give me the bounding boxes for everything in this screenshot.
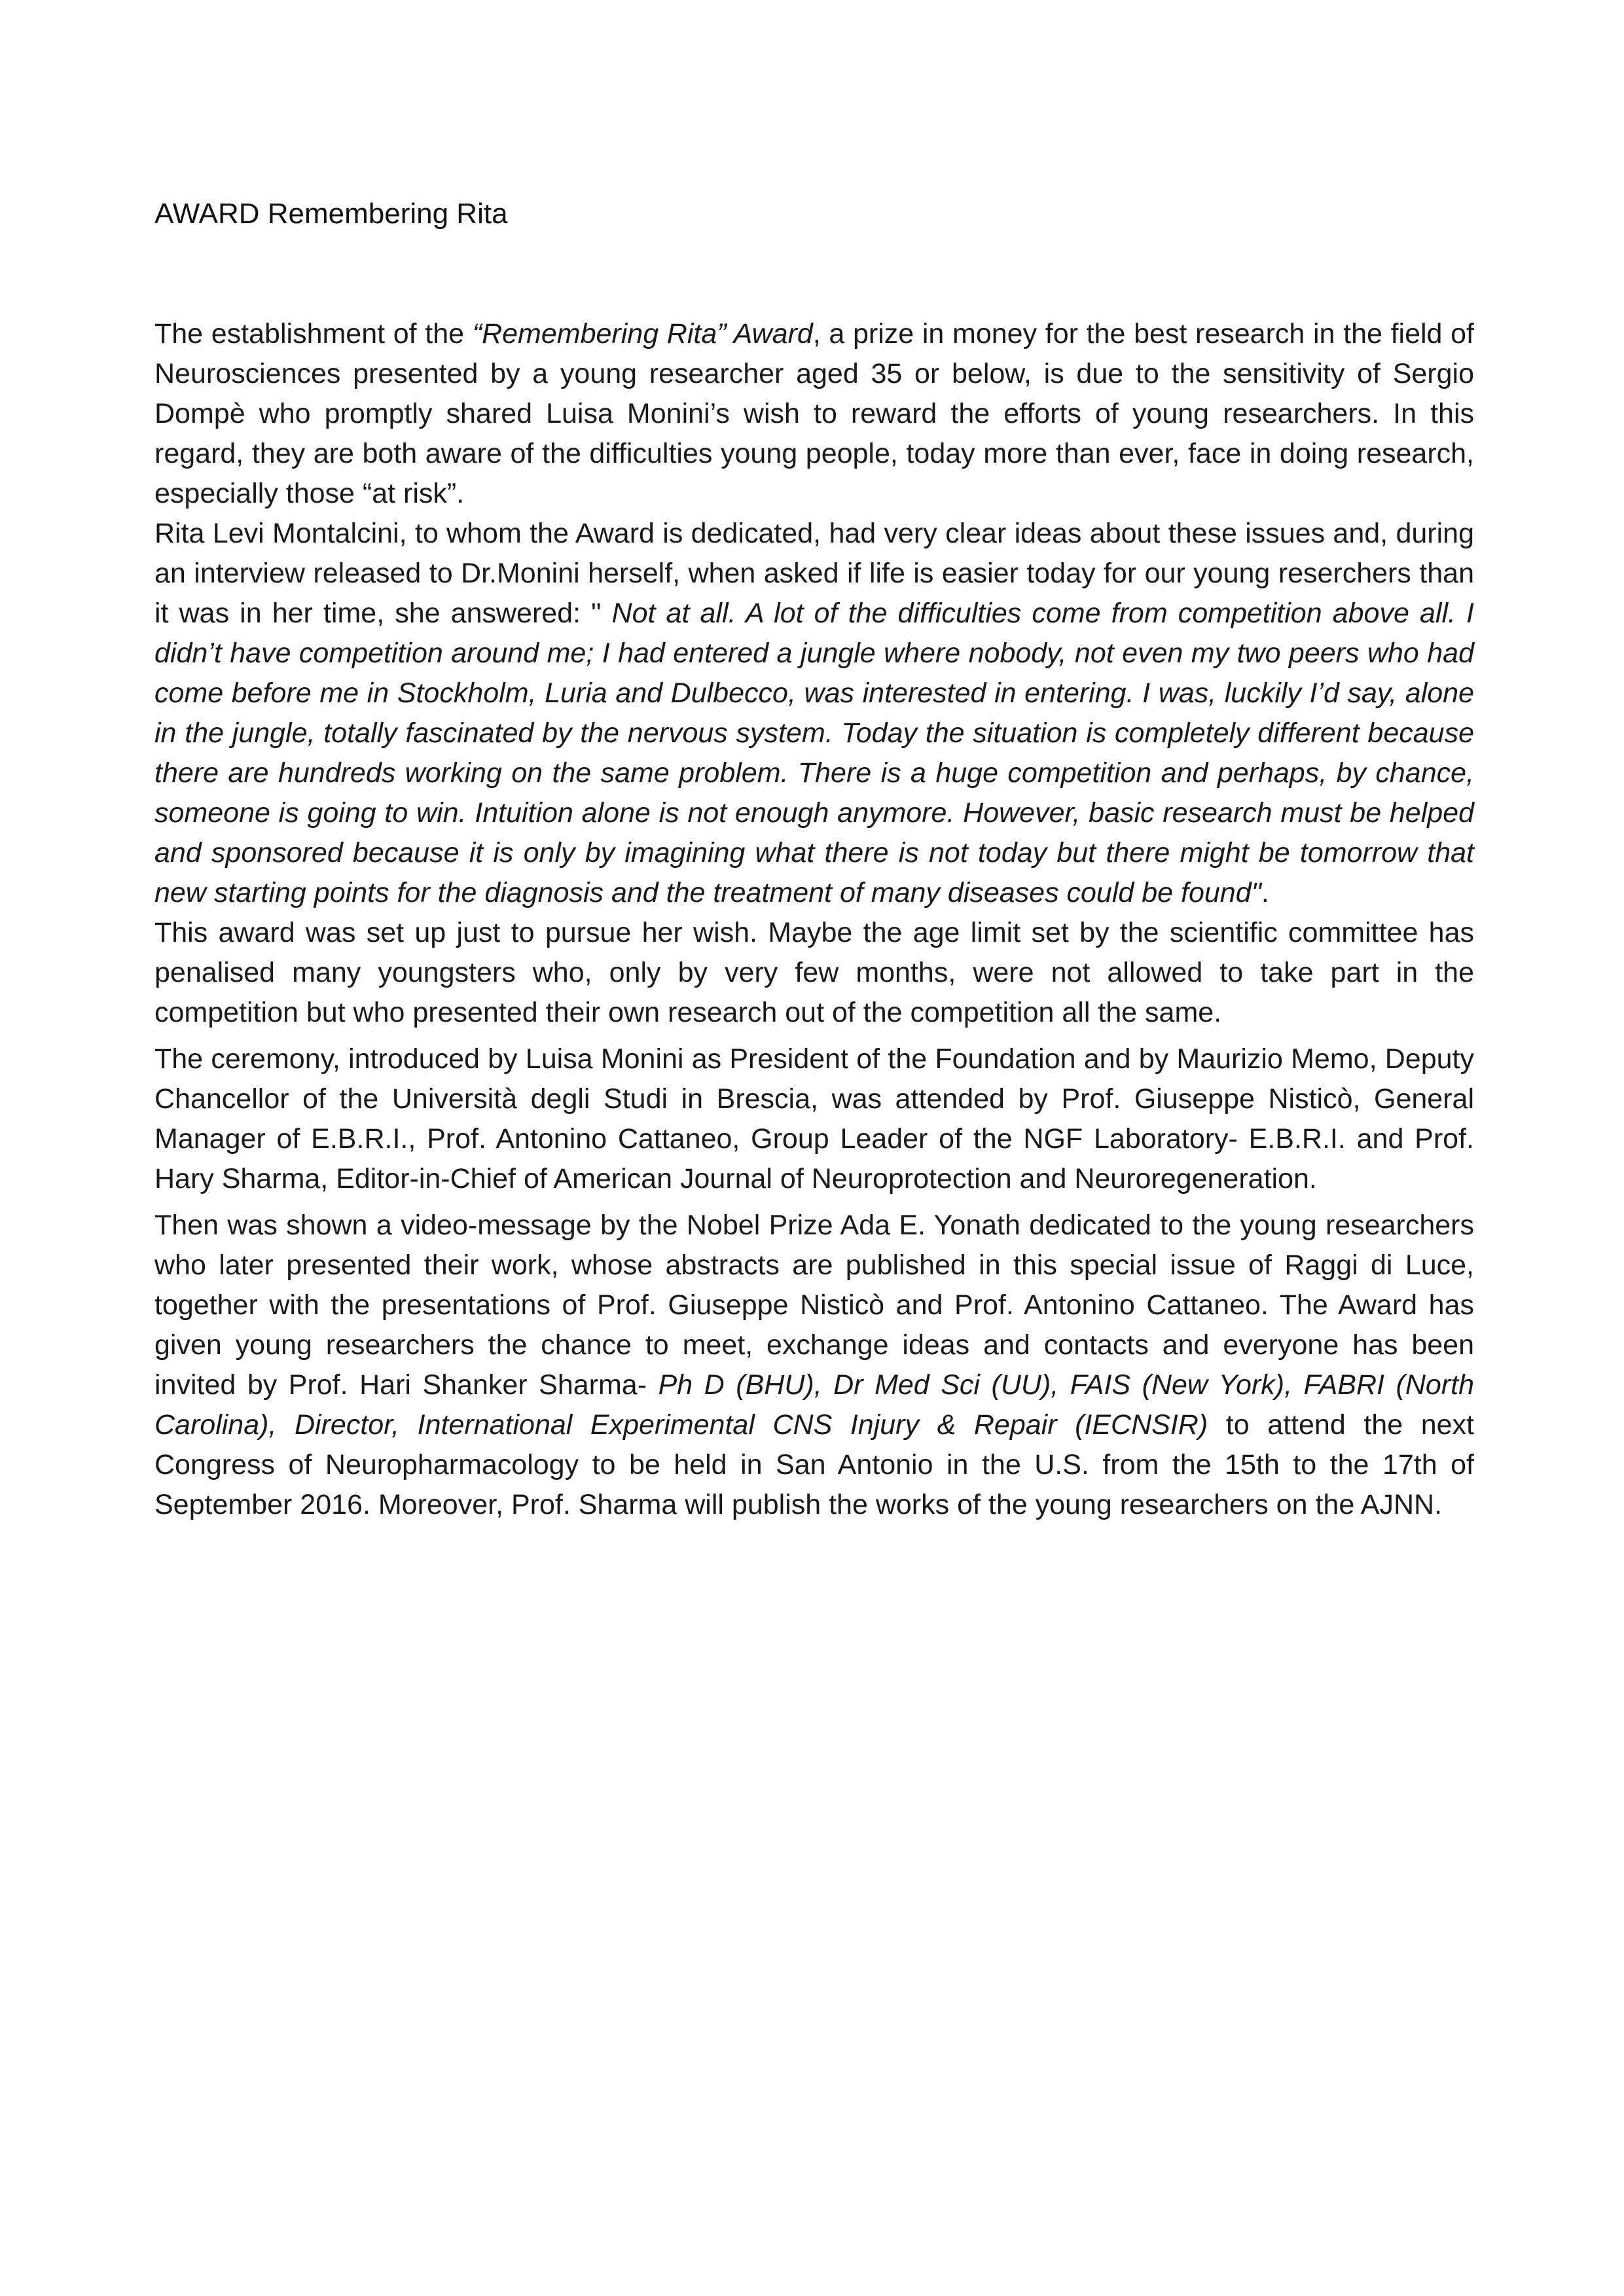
paragraph-text: , a prize in money for the best research in the field of Neurosciences presented by a young researcher aged 35 or below, is due to the sensitivity of Sergio Dompè who promptly shared Luisa Monini’s wish to reward the efforts of young researchers. In this regard, they are both aware of the difficulties young people, today more than ever, face in doing research, especially those “at risk”. <box>154 318 1475 509</box>
sharma-credentials-italic: Ph D (BHU), Dr Med Sci (UU), FAIS (New York), FABRI (North Carolina), Director, International Experimental CNS Injury & Repair (IECNSIR) <box>154 1369 1474 1441</box>
paragraph-ceremony: The ceremony, introduced by Luisa Monini as President of the Foundation and by Maurizio Memo, Deputy Chancellor of the Università degli Studi in Brescia, was attended by Prof. Giuseppe Nisticò, General Manager of E.B.R.I., Prof. Antonino Cattaneo, Group Leader of the NGF Laboratory- E.B.R.I. and Prof. Hary Sharma, Editor-in-Chief of American Journal of Neuroprotection and Neuroregeneration. <box>154 1043 1474 1194</box>
paragraph-award-establishment <box>154 314 1474 514</box>
paragraph-text: to attend the next Congress of Neuropharmacology to be held in San Antonio in the U.S. from the 15th to the 17th of September 2016. Moreover, Prof. Sharma will publish the works of the young researchers on the AJNN. <box>154 1409 1474 1520</box>
montalcini-quote-italic: Not at all. A lot of the difficulties come from competition above all. I didn’t have competition around me; I had entered a jungle where nobody, not even my two peers who had come before me in Stockholm, Luria and Dulbecco, was interested in entering. I was, luckily I’d say, alone in the jungle, totally fascinated by the nervous system. Today the situation is completely different because there are hundreds working on the same problem. There is a huge competition and perhaps, by chance, someone is going to win. Intuition alone is not enough anymore. However, basic research must be helped and sponsored because it is only by imagining what there is not today but there might be tomorrow that new starting points for the diagnosis and the treatment of many diseases could be found" <box>154 598 1474 908</box>
document-title: AWARD Remembering Rita <box>154 198 508 230</box>
paragraph-montalcini-interview <box>154 514 1474 913</box>
award-name-italic: “Remembering Rita” Award <box>472 318 813 350</box>
paragraph-video-message <box>154 1206 1474 1525</box>
paragraph-text: Then was shown a video-message by the Nobel Prize Ada E. Yonath dedicated to the young researchers who later presented their work, whose abstracts are published in this special issue of Raggi di Luce, together with the presentations of Prof. Giuseppe Nisticò and Prof. Antonino Cattaneo. The Award has given young researchers the chance to meet, exchange ideas and contacts and everyone has been invited by Prof. Hari Shanker Sharma- <box>154 1210 1474 1401</box>
document-body <box>154 314 1474 1525</box>
paragraph-text: Rita Levi Montalcini, to whom the Award is dedicated, had very clear ideas about these issues and, during an interview released to Dr.Monini herself, when asked if life is easier today for our young reserchers than it was in her time, she answered: " <box>154 518 1474 629</box>
paragraph-text: . <box>1261 877 1269 908</box>
paragraph-text: The establishment of the <box>154 318 473 350</box>
paragraph-award-purpose: This award was set up just to pursue her wish. Maybe the age limit set by the scientific committee has penalised many youngsters who, only by very few months, were not allowed to take part in the competition but who presented their own research out of the competition all the same. <box>154 917 1474 1028</box>
